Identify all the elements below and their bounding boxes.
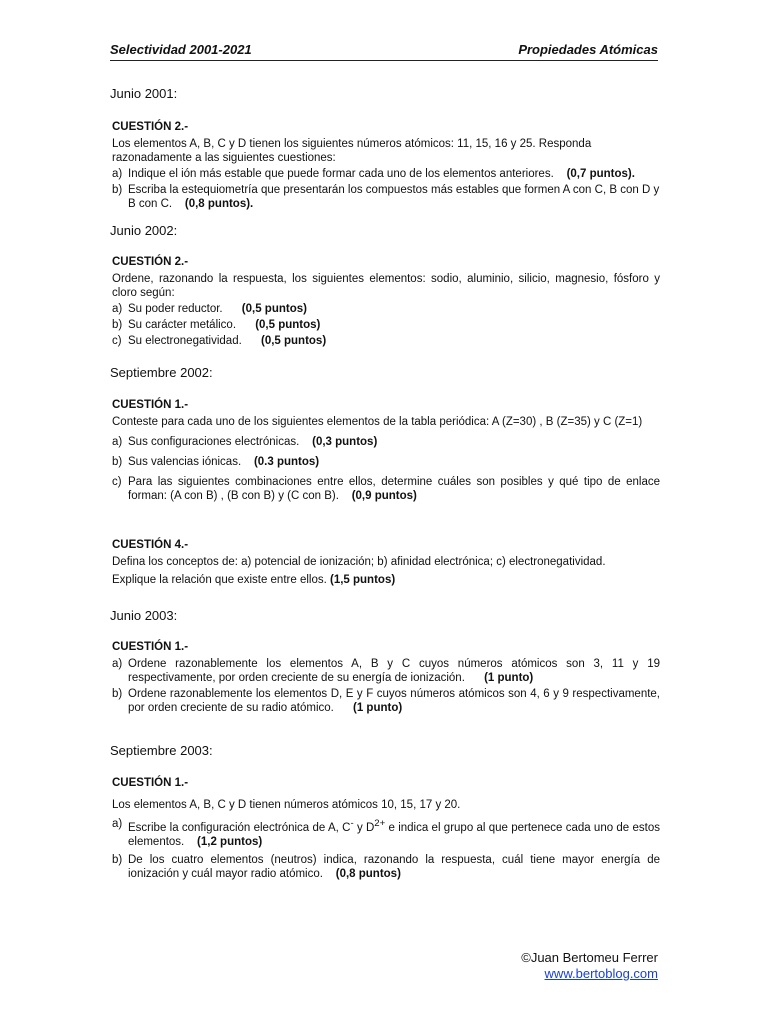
item-text: Ordene razonablemente los elementos A, B y C cuyos números atómicos son 3, 11 y 19 respectivamente, por orden creciente de su energía de ionización.	[128, 658, 660, 684]
item-label: a)	[112, 168, 123, 180]
item-points: (0,8 puntos).	[184, 198, 254, 210]
header-course: Selectividad 2001-2021	[110, 42, 252, 57]
item-points: (1 punto)	[484, 672, 534, 684]
item-points: (1,5 puntos)	[330, 574, 396, 586]
section-title: Junio 2001:	[110, 86, 178, 101]
question-item	[112, 334, 660, 348]
question-block	[112, 538, 660, 587]
question-item	[112, 183, 660, 211]
question-intro: Los elementos A, B, C y D tienen los siguientes números atómicos: 11, 15, 16 y 25. Responda razonadamente a las siguientes cuestiones:	[112, 138, 592, 164]
section-title: Septiembre 2002:	[110, 365, 213, 380]
section-title: Septiembre 2003:	[110, 743, 213, 758]
question-item	[112, 475, 660, 503]
item-text: Su poder reductor.	[128, 303, 223, 315]
superscript: 2+	[374, 818, 386, 829]
item-text: Su carácter metálico.	[128, 319, 237, 331]
item-points: (1,2 puntos)	[197, 835, 263, 848]
item-label: b)	[112, 319, 123, 331]
superscript: -	[350, 818, 354, 829]
question-heading: CUESTIÓN 2.-	[112, 121, 189, 133]
section-title: Junio 2003:	[110, 608, 178, 623]
question-item	[112, 302, 660, 316]
item-text: Para las siguientes combinaciones entre ellos, determine cuáles son posibles y qué tipo de enlace forman: (A con B) , (B con B) y (C con B).	[128, 476, 660, 502]
item-text: Escriba la estequiometría que presentarán los compuestos más estables que formen A con C, B con D y B con C.	[128, 184, 660, 210]
question-item	[112, 817, 660, 849]
item-points: (1 punto)	[353, 702, 403, 714]
question-item	[112, 318, 660, 332]
item-label: a)	[112, 818, 123, 830]
question-heading: CUESTIÓN 1.-	[112, 777, 189, 789]
footer-author: ©Juan Bertomeu Ferrer	[521, 950, 658, 965]
item-points: (0.3 puntos)	[253, 456, 320, 468]
question-item	[112, 435, 660, 449]
question-intro: Ordene, razonando la respuesta, los siguientes elementos: sodio, aluminio, silicio, magnesio, fósforo y cloro según:	[112, 273, 660, 299]
question-heading: CUESTIÓN 1.-	[112, 399, 189, 411]
item-points: (0,5 puntos)	[255, 319, 321, 331]
question-intro: Defina los conceptos de: a) potencial de ionización; b) afinidad electrónica; c) electronegatividad.	[112, 556, 606, 568]
item-label: c)	[112, 476, 122, 488]
item-points: (0,8 puntos)	[335, 867, 401, 880]
item-label: a)	[112, 303, 123, 315]
question-intro: Conteste para cada uno de los siguientes elementos de la tabla periódica: A (Z=30) , B (Z=35) y C (Z=1)	[112, 416, 643, 428]
item-points: (0,3 puntos)	[312, 436, 378, 448]
question-intro-2	[112, 573, 660, 587]
question-item	[112, 657, 660, 685]
question-item	[112, 455, 660, 469]
question-item	[112, 167, 660, 181]
intro-text: Explique la relación que existe entre ellos.	[112, 574, 327, 586]
question-heading: CUESTIÓN 2.-	[112, 256, 189, 268]
item-text: Escribe la configuración electrónica de A, C	[128, 821, 351, 834]
item-points: (0,5 puntos)	[260, 335, 327, 347]
item-text: y D	[353, 821, 375, 834]
item-text: e indica el grupo al que pertenece cada uno de estos elementos.	[128, 821, 660, 848]
item-text: Su electronegatividad.	[128, 335, 242, 347]
item-label: a)	[112, 436, 123, 448]
question-block	[112, 776, 660, 881]
item-points: (0,7 puntos).	[566, 168, 635, 180]
question-heading: CUESTIÓN 1.-	[112, 641, 189, 653]
item-label: c)	[112, 335, 122, 347]
question-item	[112, 687, 660, 715]
page-header	[110, 42, 658, 61]
question-block	[112, 120, 660, 211]
item-label: b)	[112, 456, 123, 468]
item-text: Indique el ión más estable que puede formar cada uno de los elementos anteriores.	[128, 168, 554, 180]
item-text: Sus configuraciones electrónicas.	[128, 436, 300, 448]
item-label: b)	[112, 688, 123, 700]
footer-url-link[interactable]: www.bertoblog.com	[544, 966, 658, 981]
item-text: Ordene razonablemente los elementos D, E y F cuyos números atómicos son 4, 6 y 9 respectivamente, por orden creciente de su radio atómico.	[128, 688, 660, 714]
header-topic: Propiedades Atómicas	[518, 42, 658, 57]
question-block	[112, 255, 660, 348]
question-item	[112, 853, 660, 881]
item-text: De los cuatro elementos (neutros) indica, razonando la respuesta, cuál tiene mayor energía de ionización y cuál mayor radio atómico.	[128, 853, 660, 880]
question-block	[112, 398, 660, 503]
section-title: Junio 2002:	[110, 223, 178, 238]
question-heading: CUESTIÓN 4.-	[112, 539, 189, 551]
item-text: Sus valencias iónicas.	[128, 456, 242, 468]
item-label: b)	[112, 184, 123, 196]
question-block	[112, 640, 660, 715]
item-points: (0,5 puntos)	[241, 303, 307, 315]
item-label: b)	[112, 853, 123, 866]
question-intro: Los elementos A, B, C y D tienen números atómicos 10, 15, 17 y 20.	[112, 799, 461, 811]
page-footer	[521, 950, 658, 982]
item-label: a)	[112, 658, 123, 670]
item-points: (0,9 puntos)	[351, 490, 417, 502]
